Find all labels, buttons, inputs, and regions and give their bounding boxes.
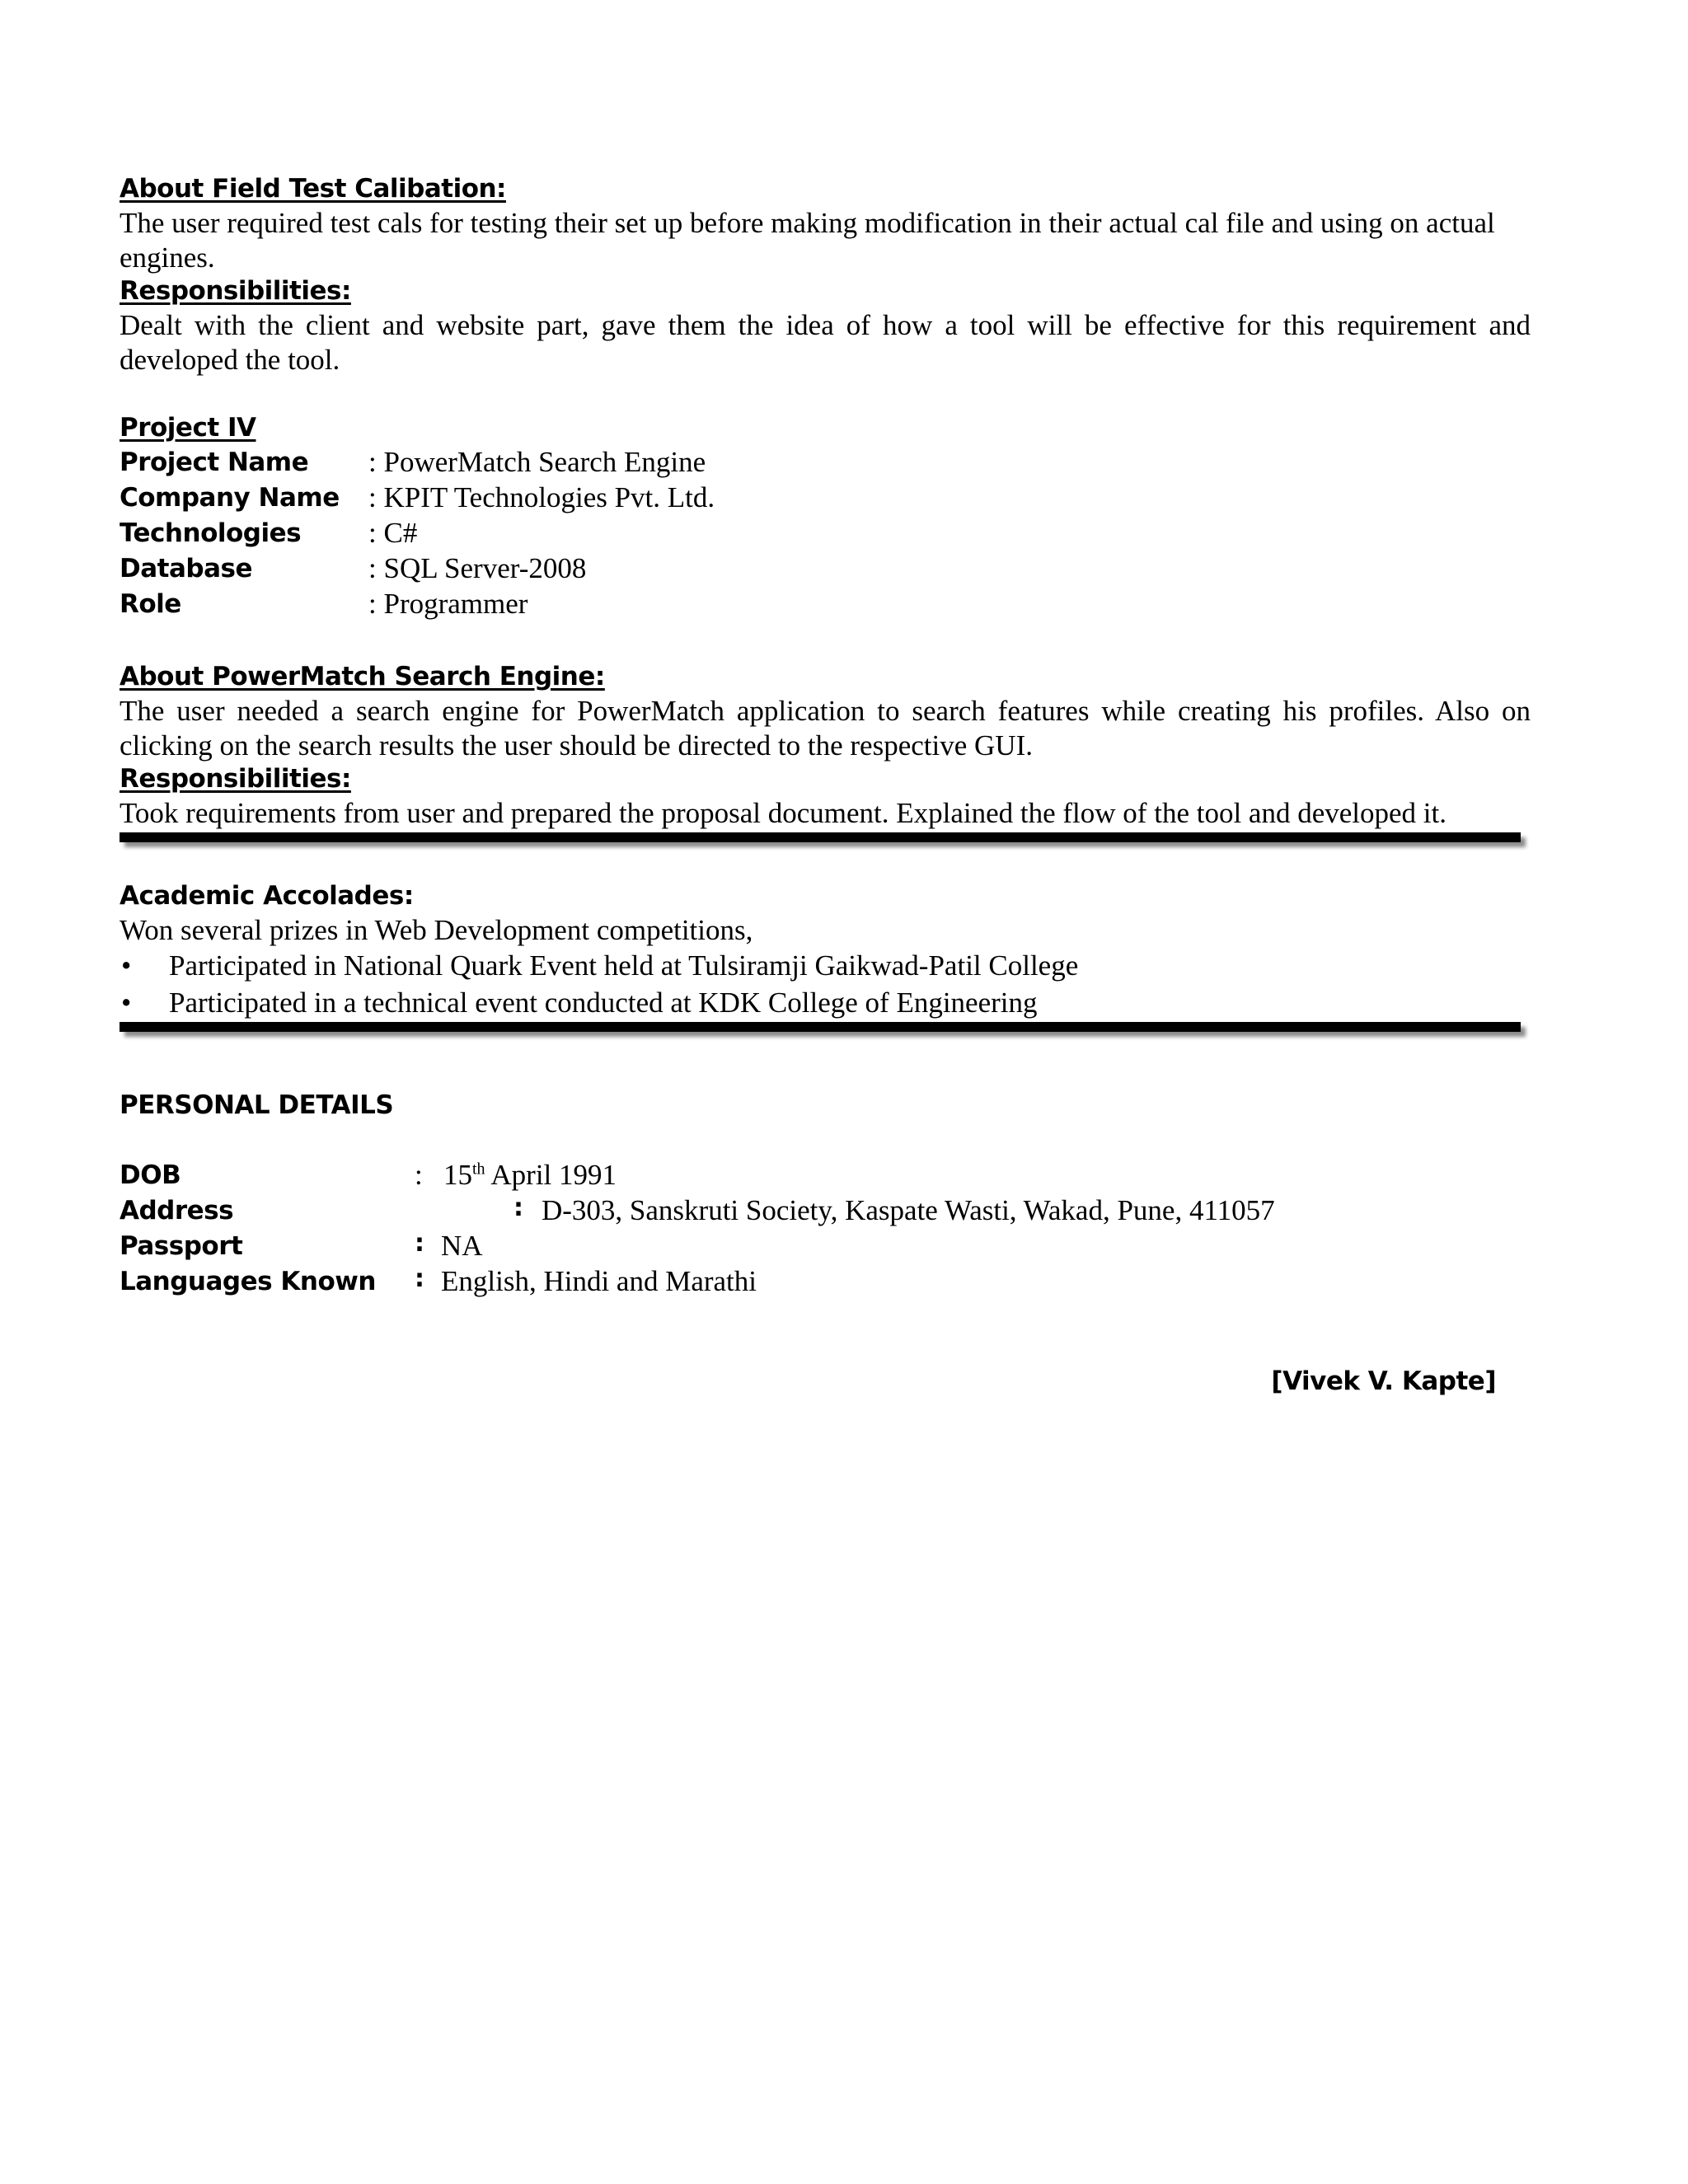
database-value: : SQL Server-2008 [368,552,587,584]
languages-colon: : [415,1264,424,1293]
dob-colon: : [415,1159,423,1191]
passport-label: Passport [120,1231,243,1261]
dob-label: DOB [120,1160,181,1190]
languages-row [120,1264,1531,1300]
project-name-label: Project Name [120,448,309,477]
project-iv-heading: Project IV [120,413,256,443]
company-name-label: Company Name [120,483,340,513]
powermatch-about-text: The user needed a search engine for PowerMatch application to search features while creating his profiles. Also on clicking on the search results the user should be directed to the respective GUI. [120,695,1531,762]
role-label: Role [120,589,181,619]
bullet-icon: • [121,987,132,1019]
role-row [120,587,1531,622]
role-value: : Programmer [368,588,528,620]
languages-label: Languages Known [120,1267,376,1296]
passport-row [120,1229,1531,1264]
field-test-responsibilities-text: Dealt with the client and website part, gave them the idea of how a tool will be effective for this requirement and developed the tool. [120,309,1531,376]
field-test-about-heading: About Field Test Calibation: [120,174,506,204]
company-name-row [120,480,1531,516]
field-test-about-text: The user required test cals for testing their set up before making modification in their actual cal file and using on actual engines. [120,207,1495,274]
powermatch-responsibilities-text: Took requirements from user and prepared the proposal document. Explained the flow of the tool and developed it. [120,797,1447,829]
technologies-row [120,516,1531,551]
technologies-value: : C# [368,517,418,549]
address-row [120,1193,1531,1229]
company-name-value: : KPIT Technologies Pvt. Ltd. [368,481,715,513]
dob-day: 15 [443,1159,472,1191]
dob-row [120,1158,1531,1193]
project-name-row [120,445,1531,480]
address-colon: : [513,1193,523,1222]
list-item [120,986,1531,1022]
database-label: Database [120,554,252,583]
dob-month-year: April 1991 [485,1159,617,1191]
powermatch-about-heading: About PowerMatch Search Engine: [120,662,605,691]
signature: [Vivek V. Kapte] [1271,1366,1496,1396]
academic-accolades-heading: Academic Accolades: [120,881,414,911]
section-divider [120,832,1521,842]
address-value: D-303, Sanskruti Society, Kaspate Wasti, Wakad, Pune, 411057 [542,1194,1275,1226]
academic-intro-text: Won several prizes in Web Development competitions, [120,914,753,946]
section-divider [120,1022,1521,1032]
technologies-label: Technologies [120,518,302,548]
powermatch-responsibilities-heading: Responsibilities: [120,764,351,794]
passport-colon: : [415,1229,424,1258]
list-item-text: Participated in National Quark Event held at Tulsiramji Gaikwad-Patil College [169,949,1079,982]
database-row [120,551,1531,587]
bullet-icon: • [121,949,132,982]
field-test-responsibilities-heading: Responsibilities: [120,276,351,306]
address-label: Address [120,1196,234,1226]
passport-value: NA [441,1230,483,1262]
project-name-value: : PowerMatch Search Engine [368,446,706,478]
personal-details-heading: PERSONAL DETAILS [120,1090,394,1120]
dob-day-suffix: th [472,1160,485,1179]
dob-value [443,1158,617,1193]
list-item-text: Participated in a technical event conducted at KDK College of Engineering [169,987,1038,1019]
list-item [120,949,1531,985]
languages-value: English, Hindi and Marathi [441,1265,757,1297]
